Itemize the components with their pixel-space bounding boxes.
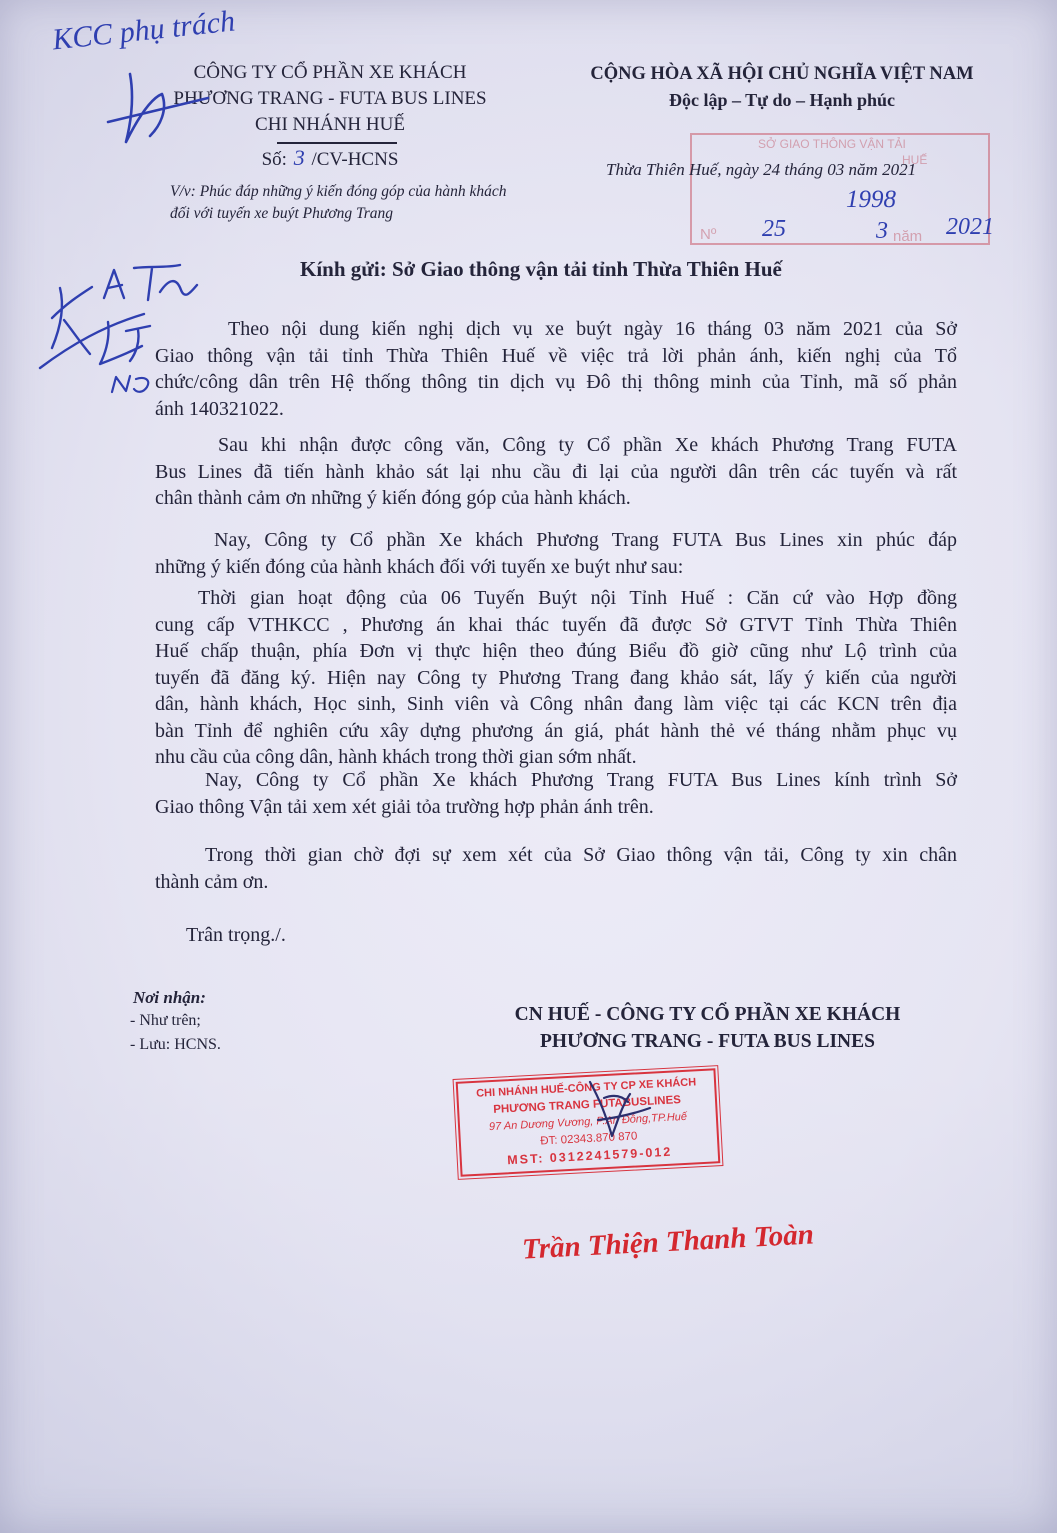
body-line: Thời gian hoạt động của 06 Tuyến Buýt nội Tỉnh Huế : Căn cứ vào Hợp đồng	[198, 587, 957, 609]
signer-name: Trần Thiện Thanh Toàn	[521, 1218, 815, 1266]
received-stamp-year-label: năm	[893, 228, 923, 245]
subject-line-2: đối với tuyến xe buýt Phương Trang	[170, 205, 394, 222]
body-line: bàn Tỉnh để nghiên cứu xây dựng phương án giá, phát hành thẻ vé tháng nhằm phục vụ	[155, 719, 957, 742]
received-stamp-handwritten-day: 25	[762, 216, 786, 242]
header-left-divider	[277, 142, 397, 144]
body-line: Nay, Công ty Cổ phần Xe khách Phương Trang FUTA Bus Lines xin phúc đáp	[214, 529, 957, 551]
document-number-prefix: Số:	[261, 149, 287, 170]
body-line: nhu cầu của công dân, hành khách trong thời gian sớm nhất.	[155, 746, 637, 768]
margin-note-scribble-2	[104, 265, 197, 300]
body-paragraph-1	[155, 316, 957, 422]
seal-line-2: PHƯƠNG TRANG FUTABUSLINES	[492, 1094, 682, 1116]
subject-line-1: V/v: Phúc đáp những ý kiến đóng góp của hành khách	[170, 183, 507, 200]
seal-line-1: CHI NHÁNH HUẾ-CÔNG TY CP XE KHÁCH	[475, 1076, 697, 1100]
handwritten-top-note: KCC phụ trách	[50, 4, 237, 57]
recipient-line: Kính gửi: Sở Giao thông vận tải tỉnh Thừa Thiên Huế	[300, 257, 782, 281]
body-line: Giao thông vận tải tỉnh Thừa Thiên Huế về việc trả lời phản ánh, kiến nghị của Tổ	[155, 344, 957, 367]
national-motto: Độc lập – Tự do – Hạnh phúc	[668, 90, 896, 110]
body-paragraph-4	[155, 585, 957, 771]
body-line: Bus Lines đã tiến hành khảo sát lại nhu cầu đi lại của người dân trên các tuyến và rất	[155, 460, 957, 483]
received-stamp-city: HUẾ	[902, 153, 928, 167]
received-stamp-handwritten-year: 2021	[946, 214, 994, 240]
company-name: PHƯƠNG TRANG - FUTA BUS LINES	[173, 88, 487, 109]
document-number-suffix: /CV-HCNS	[311, 149, 399, 170]
body-paragraph-6	[155, 842, 957, 895]
body-line: ánh 140321022.	[155, 397, 284, 420]
body-line: cung cấp VTHKCC , Phương án khai thác tuyến đã được Sở GTVT Tỉnh Thừa Thiên	[155, 613, 957, 636]
margin-note-scribble-1	[52, 287, 92, 354]
body-line: dân, hành khách, Học sinh, Sinh viên và Công nhân đang làm việc tại các KCN trên địa	[155, 693, 957, 715]
margin-note-scribble-3	[40, 314, 150, 368]
national-title: CỘNG HÒA XÃ HỘI CHỦ NGHĨA VIỆT NAM	[590, 64, 974, 84]
body-line: Giao thông Vận tải xem xét giải tỏa trường hợp phản ánh trên.	[155, 795, 654, 818]
document-number-handwritten: 3	[293, 145, 305, 170]
received-stamp-handwritten-month: 3	[876, 218, 888, 244]
body-paragraph-5	[155, 767, 957, 820]
company-seal	[456, 1068, 721, 1176]
body-line: chân thành cảm ơn những ý kiến đóng góp của hành khách.	[155, 487, 631, 509]
document-number	[130, 145, 530, 171]
margin-note-scribble-4	[112, 376, 148, 392]
place-and-date: Thừa Thiên Huế, ngày 24 tháng 03 năm 2021	[606, 160, 917, 179]
recipients-list-title: Nơi nhận:	[133, 988, 206, 1007]
received-stamp-handwritten-number: 1998	[846, 186, 896, 213]
body-line: những ý kiến đóng của hành khách đối với tuyến xe buýt như sau:	[155, 555, 684, 578]
received-stamp-no-label: Nº	[700, 226, 717, 243]
closing-salutation: Trân trọng./.	[186, 924, 286, 946]
body-line: Theo nội dung kiến nghị dịch vụ xe buýt ngày 16 tháng 03 năm 2021 của Sở	[228, 318, 957, 340]
body-line: Trong thời gian chờ đợi sự xem xét của Sở Giao thông vận tải, Công ty xin chân	[205, 844, 957, 866]
body-paragraph-3	[155, 527, 957, 580]
body-paragraph-2	[155, 432, 957, 512]
seal-line-5: MST: 0312241579-012	[506, 1144, 673, 1168]
seal-line-3: 97 An Dương Vương, P.An Đông,TP.Huế	[488, 1110, 688, 1134]
body-line: tuyến đã đăng ký. Hiện nay Công ty Phương Trang đang khảo sát, lấy ý kiến của người	[155, 666, 957, 689]
recipients-list-item: - Như trên;	[130, 1012, 201, 1029]
seal-line-4: ĐT: 02343.870 870	[540, 1130, 638, 1148]
branch-name: CHI NHÁNH HUẾ	[255, 114, 405, 135]
body-line: Nay, Công ty Cổ phần Xe khách Phương Trang FUTA Bus Lines kính trình Sở	[205, 769, 957, 791]
signature-org-line-2: PHƯƠNG TRANG - FUTA BUS LINES	[540, 1031, 875, 1052]
signature-org-line-1: CN HUẾ - CÔNG TY CỔ PHẦN XE KHÁCH	[514, 1004, 901, 1025]
recipients-list-item: - Lưu: HCNS.	[130, 1036, 221, 1053]
body-line: Sau khi nhận được công văn, Công ty Cổ phần Xe khách Phương Trang FUTA	[218, 434, 957, 456]
company-label: CÔNG TY CỔ PHẦN XE KHÁCH	[193, 62, 467, 83]
body-line: thành cảm ơn.	[155, 870, 269, 893]
received-stamp-agency: SỞ GIAO THÔNG VẬN TẢI	[758, 137, 906, 151]
body-line: Huế chấp thuận, phía Đơn vị thực hiện theo đúng Biểu đồ giờ cũng như Lộ trình của	[155, 640, 957, 662]
body-line: chức/công dân trên Hệ thống thông tin dịch vụ Đô thị thông minh của Tỉnh, mã số phản	[155, 371, 957, 393]
